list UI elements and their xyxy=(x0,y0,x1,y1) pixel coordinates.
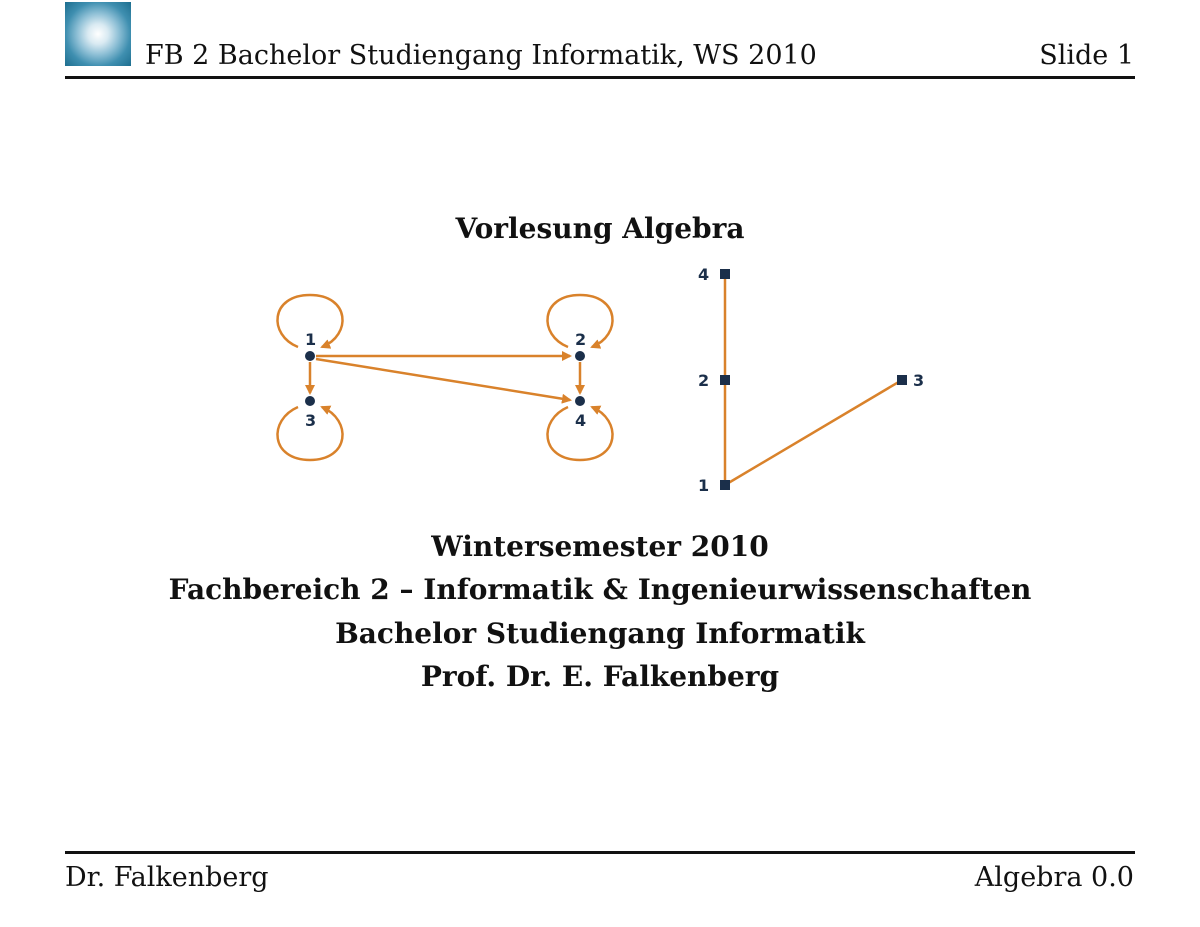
hasse-label-4: 4 xyxy=(698,265,710,284)
hasse-label-2: 2 xyxy=(698,371,710,390)
graph-label-1: 1 xyxy=(305,330,317,349)
program-line: Bachelor Studiengang Informatik xyxy=(335,617,865,650)
graph-label-4: 4 xyxy=(575,411,587,430)
header-title: FB 2 Bachelor Studiengang Informatik, WS 2010 xyxy=(145,40,817,71)
directed-graph xyxy=(277,295,612,460)
professor-line: Prof. Dr. E. Falkenberg xyxy=(420,660,780,693)
graph-label-3: 3 xyxy=(305,411,317,430)
hasse-edge-1-3 xyxy=(725,380,902,485)
footer-author: Dr. Falkenberg xyxy=(65,862,269,893)
department-line: Fachbereich 2 – Informatik & Ingenieurwissenschaften xyxy=(168,573,1032,606)
graph-label-2: 2 xyxy=(575,330,587,349)
footer-course-ref: Algebra 0.0 xyxy=(974,862,1134,893)
hasse-label-1: 1 xyxy=(698,476,710,495)
graph-node-2 xyxy=(575,351,585,361)
hasse-diagram xyxy=(698,265,924,495)
edge-1-4 xyxy=(316,359,570,400)
header-rule xyxy=(65,76,1135,79)
university-logo-icon xyxy=(65,2,131,66)
semester-line: Wintersemester 2010 xyxy=(431,530,769,563)
hasse-node-4 xyxy=(720,269,730,279)
slide-number: Slide 1 xyxy=(1039,40,1134,71)
hasse-node-3 xyxy=(897,375,907,385)
hasse-node-1 xyxy=(720,480,730,490)
graph-node-3 xyxy=(305,396,315,406)
graph-node-4 xyxy=(575,396,585,406)
graph-node-1 xyxy=(305,351,315,361)
hasse-label-3: 3 xyxy=(913,371,925,390)
footer-rule xyxy=(65,851,1135,854)
relation-figure xyxy=(250,255,950,500)
hasse-node-2 xyxy=(720,375,730,385)
course-title: Vorlesung Algebra xyxy=(455,212,745,245)
